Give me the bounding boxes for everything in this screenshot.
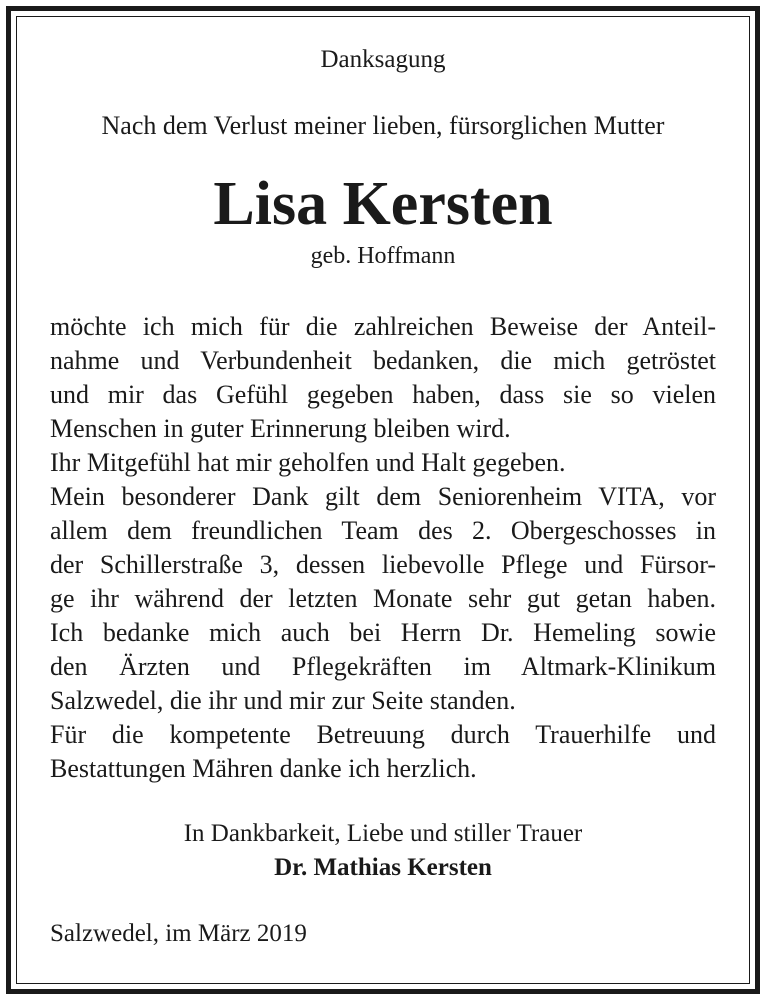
maiden-name: geb. Hoffmann: [310, 243, 456, 269]
body-line: ge ihr während der letzten Monate sehr gut getan haben.: [50, 584, 716, 613]
body-line: Menschen in guter Erinnerung bleiben wird.: [50, 414, 511, 443]
body-line: der Schillerstraße 3, dessen liebevolle Pflege und Fürsor-: [50, 550, 716, 579]
notice-header: Danksagung: [320, 46, 446, 73]
closing-line: In Dankbarkeit, Liebe und stiller Trauer: [183, 820, 583, 847]
body-line: nahme und Verbundenheit bedanken, die mich getröstet: [50, 346, 716, 375]
body-line: Ihr Mitgefühl hat mir geholfen und Halt gegeben.: [50, 448, 566, 477]
body-line: allem dem freundlichen Team des 2. Obergeschosses in: [50, 516, 716, 545]
body-line: Mein besonderer Dank gilt dem Seniorenheim VITA, vor: [50, 482, 716, 511]
body-line: und mir das Gefühl gegeben haben, dass sie so vielen: [50, 380, 716, 409]
body-line: möchte ich mich für die zahlreichen Beweise der Anteil-: [50, 312, 716, 341]
body-line: Salzwedel, die ihr und mir zur Seite standen.: [50, 686, 516, 715]
body-line: den Ärzten und Pflegekräften im Altmark-Klinikum: [50, 652, 716, 681]
body-text: [50, 310, 716, 786]
place-date: Salzwedel, im März 2019: [50, 920, 307, 947]
body-line: Für die kompetente Betreuung durch Trauerhilfe und: [50, 720, 716, 749]
intro-line: Nach dem Verlust meiner lieben, fürsorglichen Mutter: [101, 111, 665, 140]
signer-name: Dr. Mathias Kersten: [274, 854, 492, 881]
body-line: Bestattungen Mähren danke ich herzlich.: [50, 754, 477, 783]
deceased-name: Lisa Kersten: [213, 170, 553, 238]
body-line: Ich bedanke mich auch bei Herrn Dr. Hemeling sowie: [50, 618, 716, 647]
